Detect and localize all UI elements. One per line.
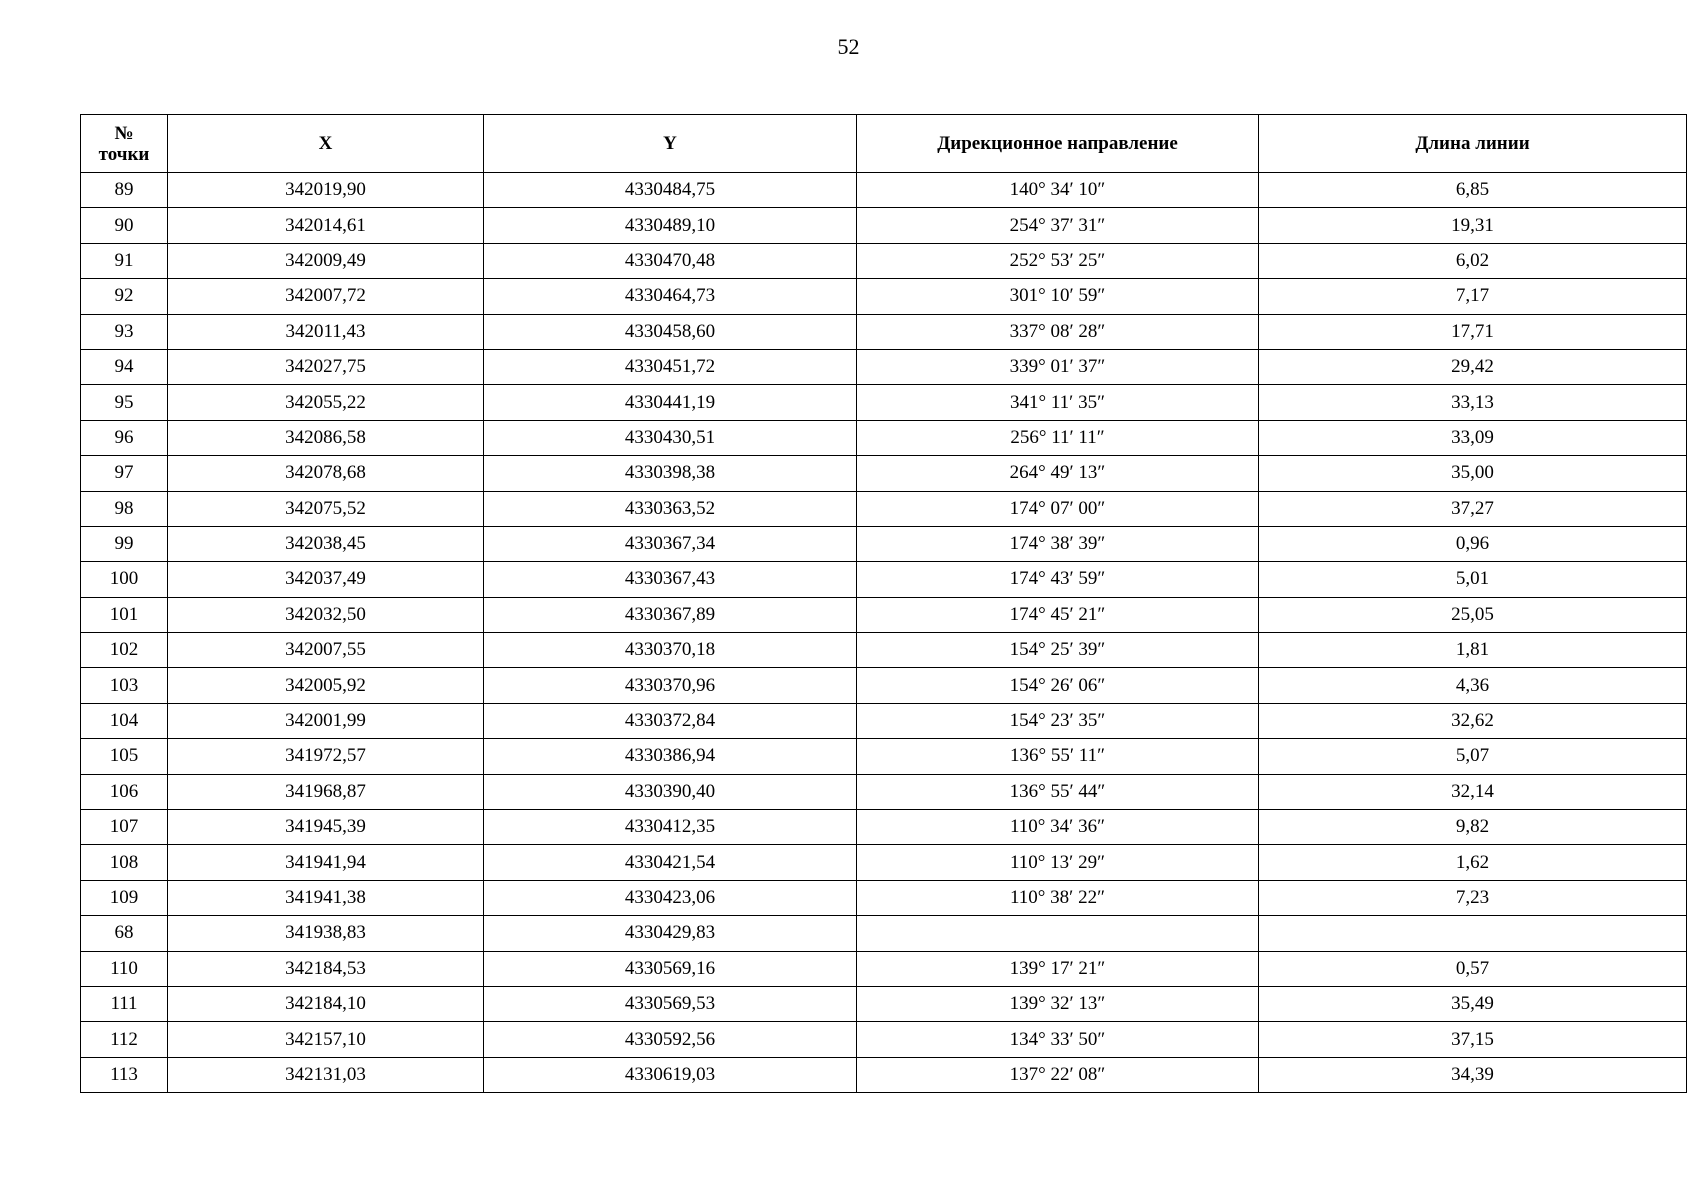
cell-length: 1,81 [1259, 633, 1687, 668]
cell-length: 37,27 [1259, 491, 1687, 526]
cell-direction: 154° 23′ 35″ [857, 703, 1259, 738]
cell-direction: 137° 22′ 08″ [857, 1057, 1259, 1092]
cell-direction: 110° 13′ 29″ [857, 845, 1259, 880]
cell-length: 33,13 [1259, 385, 1687, 420]
cell-direction: 174° 07′ 00″ [857, 491, 1259, 526]
table-row [81, 349, 1687, 384]
cell-x: 341972,57 [168, 739, 484, 774]
cell-x: 342055,22 [168, 385, 484, 420]
cell-length: 7,17 [1259, 279, 1687, 314]
cell-length: 32,14 [1259, 774, 1687, 809]
table-row [81, 916, 1687, 951]
cell-length: 33,09 [1259, 420, 1687, 455]
table-row [81, 456, 1687, 491]
table-row [81, 1057, 1687, 1092]
cell-point-number: 98 [81, 491, 168, 526]
cell-direction: 139° 32′ 13″ [857, 986, 1259, 1021]
cell-point-number: 106 [81, 774, 168, 809]
cell-point-number: 103 [81, 668, 168, 703]
cell-length: 35,00 [1259, 456, 1687, 491]
cell-y: 4330470,48 [484, 243, 857, 278]
cell-y: 4330458,60 [484, 314, 857, 349]
cell-point-number: 109 [81, 880, 168, 915]
cell-x: 342019,90 [168, 173, 484, 208]
cell-x: 342011,43 [168, 314, 484, 349]
cell-direction: 110° 34′ 36″ [857, 810, 1259, 845]
cell-length: 0,96 [1259, 526, 1687, 561]
cell-y: 4330386,94 [484, 739, 857, 774]
header-direction: Дирекционное направление [857, 115, 1259, 173]
cell-direction: 174° 43′ 59″ [857, 562, 1259, 597]
cell-direction [857, 916, 1259, 951]
table-row [81, 208, 1687, 243]
cell-direction: 134° 33′ 50″ [857, 1022, 1259, 1057]
table-row [81, 491, 1687, 526]
table-row [81, 739, 1687, 774]
cell-length: 25,05 [1259, 597, 1687, 632]
cell-y: 4330489,10 [484, 208, 857, 243]
cell-x: 341938,83 [168, 916, 484, 951]
cell-direction: 136° 55′ 44″ [857, 774, 1259, 809]
cell-point-number: 108 [81, 845, 168, 880]
table-row [81, 420, 1687, 455]
cell-length: 5,01 [1259, 562, 1687, 597]
cell-direction: 154° 25′ 39″ [857, 633, 1259, 668]
cell-point-number: 107 [81, 810, 168, 845]
table-row [81, 986, 1687, 1021]
cell-direction: 174° 38′ 39″ [857, 526, 1259, 561]
cell-y: 4330363,52 [484, 491, 857, 526]
cell-y: 4330484,75 [484, 173, 857, 208]
cell-y: 4330569,53 [484, 986, 857, 1021]
cell-point-number: 104 [81, 703, 168, 738]
table-row [81, 951, 1687, 986]
page-number: 52 [837, 34, 860, 59]
table-row [81, 668, 1687, 703]
cell-length: 7,23 [1259, 880, 1687, 915]
cell-x: 342131,03 [168, 1057, 484, 1092]
cell-y: 4330430,51 [484, 420, 857, 455]
cell-direction: 337° 08′ 28″ [857, 314, 1259, 349]
cell-point-number: 89 [81, 173, 168, 208]
cell-point-number: 93 [81, 314, 168, 349]
cell-length: 5,07 [1259, 739, 1687, 774]
cell-point-number: 97 [81, 456, 168, 491]
cell-point-number: 68 [81, 916, 168, 951]
cell-direction: 256° 11′ 11″ [857, 420, 1259, 455]
cell-length [1259, 916, 1687, 951]
cell-y: 4330451,72 [484, 349, 857, 384]
cell-length: 17,71 [1259, 314, 1687, 349]
cell-x: 342037,49 [168, 562, 484, 597]
cell-point-number: 90 [81, 208, 168, 243]
cell-x: 342078,68 [168, 456, 484, 491]
cell-y: 4330372,84 [484, 703, 857, 738]
cell-length: 0,57 [1259, 951, 1687, 986]
cell-point-number: 102 [81, 633, 168, 668]
cell-length: 9,82 [1259, 810, 1687, 845]
table-row [81, 845, 1687, 880]
cell-y: 4330429,83 [484, 916, 857, 951]
header-x: X [168, 115, 484, 173]
cell-x: 342007,55 [168, 633, 484, 668]
cell-x: 342184,53 [168, 951, 484, 986]
cell-x: 342001,99 [168, 703, 484, 738]
coordinates-table [80, 114, 1687, 1093]
cell-y: 4330398,38 [484, 456, 857, 491]
cell-y: 4330569,16 [484, 951, 857, 986]
cell-y: 4330441,19 [484, 385, 857, 420]
cell-y: 4330592,56 [484, 1022, 857, 1057]
cell-direction: 341° 11′ 35″ [857, 385, 1259, 420]
table-row [81, 1022, 1687, 1057]
cell-point-number: 110 [81, 951, 168, 986]
cell-direction: 140° 34′ 10″ [857, 173, 1259, 208]
cell-point-number: 101 [81, 597, 168, 632]
table-row [81, 880, 1687, 915]
cell-direction: 174° 45′ 21″ [857, 597, 1259, 632]
cell-x: 342086,58 [168, 420, 484, 455]
cell-direction: 301° 10′ 59″ [857, 279, 1259, 314]
cell-x: 342157,10 [168, 1022, 484, 1057]
cell-y: 4330412,35 [484, 810, 857, 845]
table-body [81, 173, 1687, 1093]
cell-x: 342014,61 [168, 208, 484, 243]
cell-point-number: 113 [81, 1057, 168, 1092]
cell-x: 342009,49 [168, 243, 484, 278]
table-row [81, 314, 1687, 349]
cell-direction: 110° 38′ 22″ [857, 880, 1259, 915]
cell-direction: 254° 37′ 31″ [857, 208, 1259, 243]
cell-y: 4330421,54 [484, 845, 857, 880]
cell-length: 35,49 [1259, 986, 1687, 1021]
cell-x: 342032,50 [168, 597, 484, 632]
cell-x: 341968,87 [168, 774, 484, 809]
cell-length: 19,31 [1259, 208, 1687, 243]
header-point-number: № точки [81, 115, 168, 173]
cell-y: 4330370,18 [484, 633, 857, 668]
table-row [81, 526, 1687, 561]
cell-x: 342027,75 [168, 349, 484, 384]
cell-direction: 139° 17′ 21″ [857, 951, 1259, 986]
cell-x: 342038,45 [168, 526, 484, 561]
table-header-row [81, 115, 1687, 173]
cell-direction: 264° 49′ 13″ [857, 456, 1259, 491]
cell-point-number: 112 [81, 1022, 168, 1057]
cell-x: 341945,39 [168, 810, 484, 845]
cell-length: 34,39 [1259, 1057, 1687, 1092]
cell-length: 6,02 [1259, 243, 1687, 278]
cell-direction: 252° 53′ 25″ [857, 243, 1259, 278]
cell-length: 4,36 [1259, 668, 1687, 703]
cell-y: 4330367,89 [484, 597, 857, 632]
cell-y: 4330619,03 [484, 1057, 857, 1092]
cell-x: 341941,38 [168, 880, 484, 915]
cell-y: 4330367,34 [484, 526, 857, 561]
header-y: Y [484, 115, 857, 173]
table-row [81, 173, 1687, 208]
cell-y: 4330370,96 [484, 668, 857, 703]
cell-direction: 154° 26′ 06″ [857, 668, 1259, 703]
cell-x: 342007,72 [168, 279, 484, 314]
cell-length: 29,42 [1259, 349, 1687, 384]
cell-y: 4330464,73 [484, 279, 857, 314]
table-row [81, 279, 1687, 314]
cell-x: 342184,10 [168, 986, 484, 1021]
cell-point-number: 105 [81, 739, 168, 774]
cell-x: 342075,52 [168, 491, 484, 526]
table-row [81, 597, 1687, 632]
cell-y: 4330423,06 [484, 880, 857, 915]
cell-x: 342005,92 [168, 668, 484, 703]
cell-point-number: 96 [81, 420, 168, 455]
header-length: Длина линии [1259, 115, 1687, 173]
table-row [81, 385, 1687, 420]
cell-length: 37,15 [1259, 1022, 1687, 1057]
table-row [81, 810, 1687, 845]
cell-point-number: 100 [81, 562, 168, 597]
cell-point-number: 111 [81, 986, 168, 1021]
cell-point-number: 91 [81, 243, 168, 278]
table-row [81, 633, 1687, 668]
table-row [81, 243, 1687, 278]
cell-length: 1,62 [1259, 845, 1687, 880]
cell-point-number: 94 [81, 349, 168, 384]
cell-point-number: 99 [81, 526, 168, 561]
cell-y: 4330367,43 [484, 562, 857, 597]
cell-y: 4330390,40 [484, 774, 857, 809]
cell-direction: 136° 55′ 11″ [857, 739, 1259, 774]
cell-point-number: 92 [81, 279, 168, 314]
cell-x: 341941,94 [168, 845, 484, 880]
cell-length: 32,62 [1259, 703, 1687, 738]
table-row [81, 562, 1687, 597]
cell-direction: 339° 01′ 37″ [857, 349, 1259, 384]
table-row [81, 774, 1687, 809]
cell-length: 6,85 [1259, 173, 1687, 208]
cell-point-number: 95 [81, 385, 168, 420]
table-row [81, 703, 1687, 738]
